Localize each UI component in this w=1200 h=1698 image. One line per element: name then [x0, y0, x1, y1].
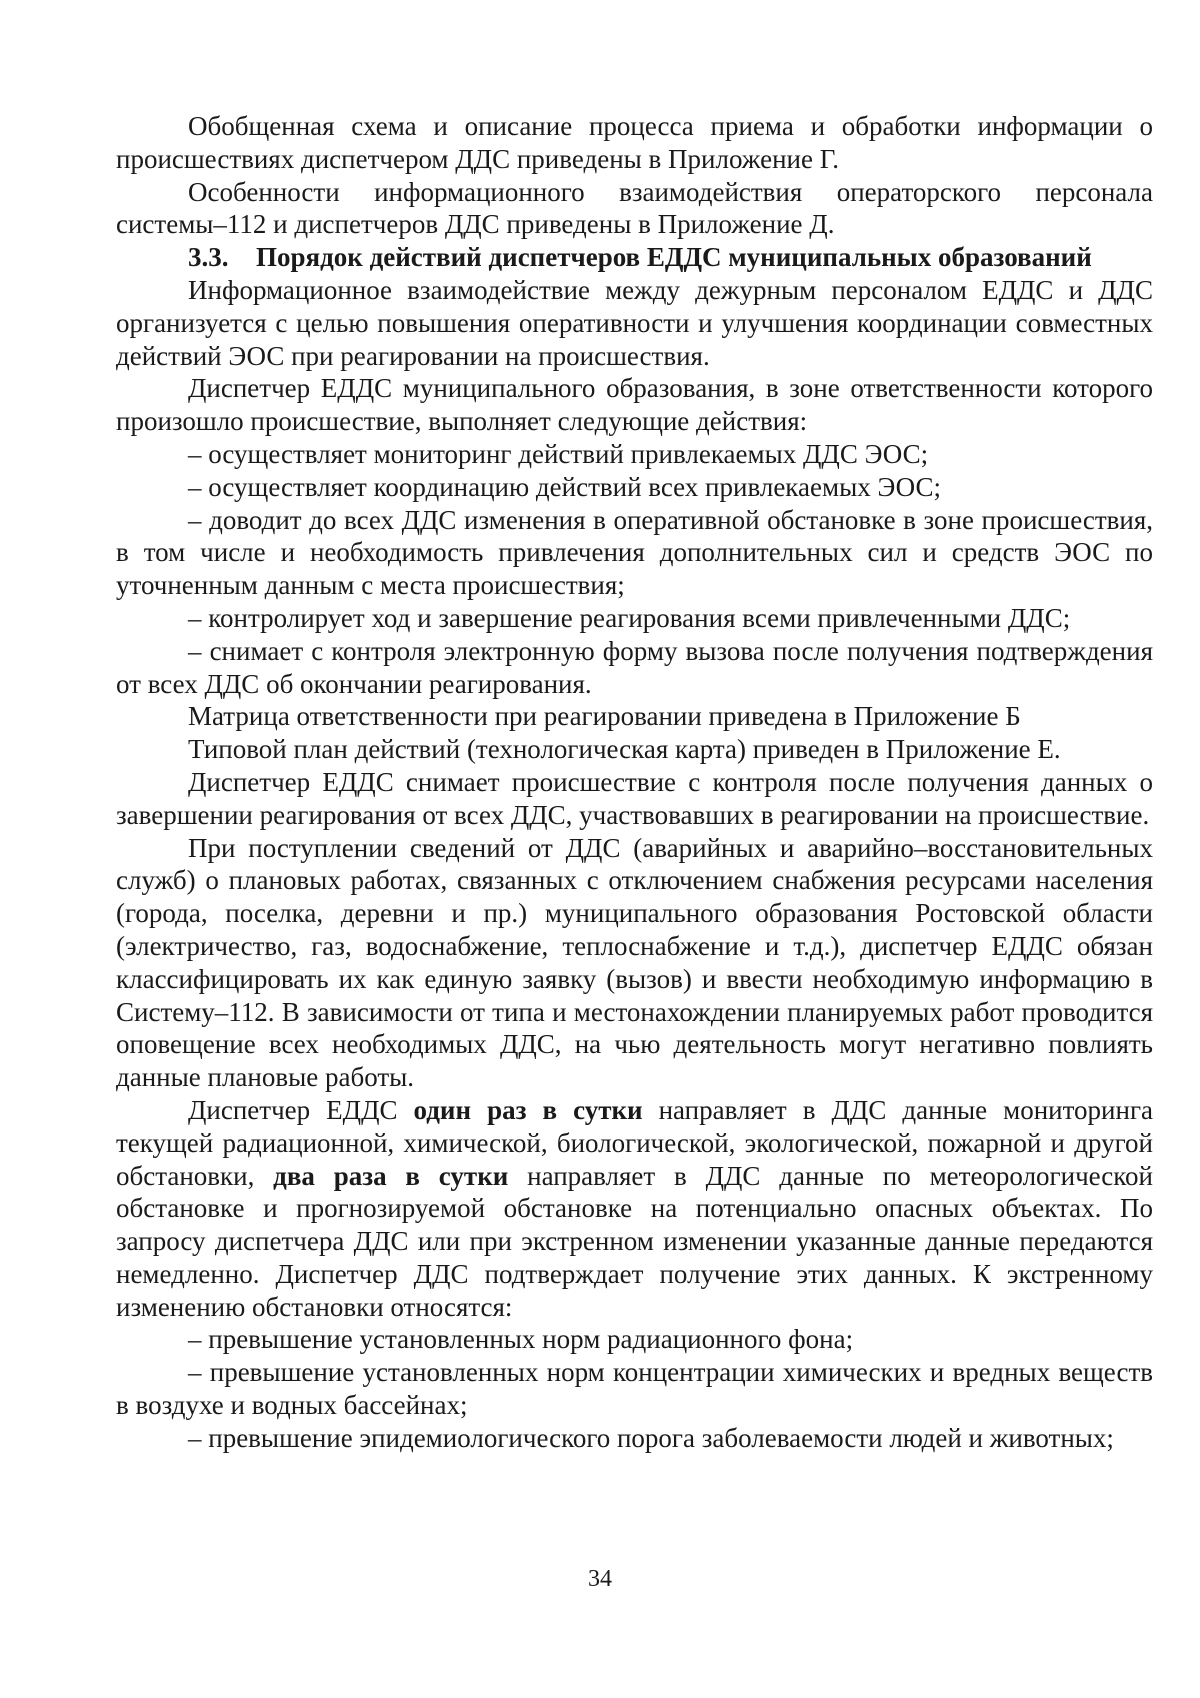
- page-content: [116, 110, 1153, 1455]
- paragraph-action-plan: Типовой план действий (технологическая карта) приведен в Приложение Е.: [188, 734, 1061, 765]
- list-item-notify-changes: – доводит до всех ДДС изменения в оперативной обстановке в зоне происшествия, в том числе и необходимость привлечения дополнительных сил и средств ЭОС по уточненным данным с места происшествия;: [116, 504, 1153, 601]
- paragraph-planned-works: При поступлении сведений от ДДС (аварийных и аварийно–восстановительных служб) о плановых работах, связанных с отключением снабжения ресурсами населения (города, поселка, деревни и пр.) муниципального образования Ростовской области (электричество, газ, водоснабжение, теплоснабжение и т.д.), диспетчер ЕДДС обязан классифицировать их как единую заявку (вызов) и ввести необходимую информацию в Систему–112. В зависимости от типа и местонахождении планируемых работ проводится оповещение всех необходимых ДДС, на чью деятельность могут негативно повлиять данные плановые работы.: [116, 832, 1153, 1093]
- monitoring-text-3: направляет в ДДС данные по метеорологической обстановке и прогнозируемой обстановке на потенциально опасных объектах. По запросу диспетчера ДДС или при экстренном изменении указанные данные передаются немедленно. Диспетчер ДДС подтверждает получение этих данных. К экстренному изменению обстановки относятся:: [116, 1160, 1153, 1322]
- paragraph-appendix-g: Обобщенная схема и описание процесса приема и обработки информации о происшествиях диспетчером ДДС приведены в Приложение Г.: [116, 111, 1153, 174]
- monitoring-text-2: направляет в ДДС данные мониторинга текущей радиационной, химической, биологической, экологической, пожарной и другой обстановки,: [116, 1094, 1154, 1191]
- paragraph-monitoring-data: [116, 1094, 1153, 1324]
- monitoring-bold-once-daily: один раз в сутки: [413, 1094, 643, 1125]
- list-item-radiation: – превышение установленных норм радиационного фона;: [188, 1324, 854, 1355]
- monitoring-bold-twice-daily: два раза в сутки: [273, 1160, 509, 1191]
- list-item-epidemiological: – превышение эпидемиологического порога заболеваемости людей и животных;: [188, 1422, 1114, 1453]
- list-item-monitoring: – осуществляет мониторинг действий привлекаемых ДДС ЭОС;: [188, 438, 929, 469]
- list-item-coordination: – осуществляет координацию действий всех привлекаемых ЭОС;: [188, 471, 941, 502]
- monitoring-text-1: Диспетчер ЕДДС: [188, 1094, 414, 1125]
- paragraph-interaction: Информационное взаимодействие между дежурным персоналом ЕДДС и ДДС организуется с целью повышения оперативности и улучшения координации совместных действий ЭОС при реагировании на происшествия.: [116, 274, 1153, 371]
- section-title: Порядок действий диспетчеров ЕДДС муниципальных образований: [256, 242, 1092, 273]
- section-number: 3.3.: [188, 242, 229, 273]
- section-heading: [116, 241, 1153, 274]
- page-number: 34: [588, 1566, 612, 1592]
- paragraph-dispatcher-actions: Диспетчер ЕДДС муниципального образования, в зоне ответственности которого произошло происшествие, выполняет следующие действия:: [116, 373, 1153, 437]
- list-item-remove-from-control: – снимает с контроля электронную форму вызова после получения подтверждения от всех ДДС об окончании реагирования.: [116, 635, 1153, 699]
- paragraph-responsibility-matrix: Матрица ответственности при реагировании приведена в Приложение Б: [188, 701, 1021, 732]
- list-item-control-response: – контролирует ход и завершение реагирования всеми привлеченными ДДС;: [188, 602, 1071, 633]
- list-item-chemical: – превышение установленных норм концентрации химических и вредных веществ в воздухе и водных бассейнах;: [116, 1357, 1153, 1421]
- paragraph-incident-closure: Диспетчер ЕДДС снимает происшествие с контроля после получения данных о завершении реагирования от всех ДДС, участвовавших в реагировании на происшествие.: [116, 766, 1153, 830]
- paragraph-appendix-d: Особенности информационного взаимодействия операторского персонала системы–112 и диспетчеров ДДС приведены в Приложение Д.: [116, 176, 1153, 240]
